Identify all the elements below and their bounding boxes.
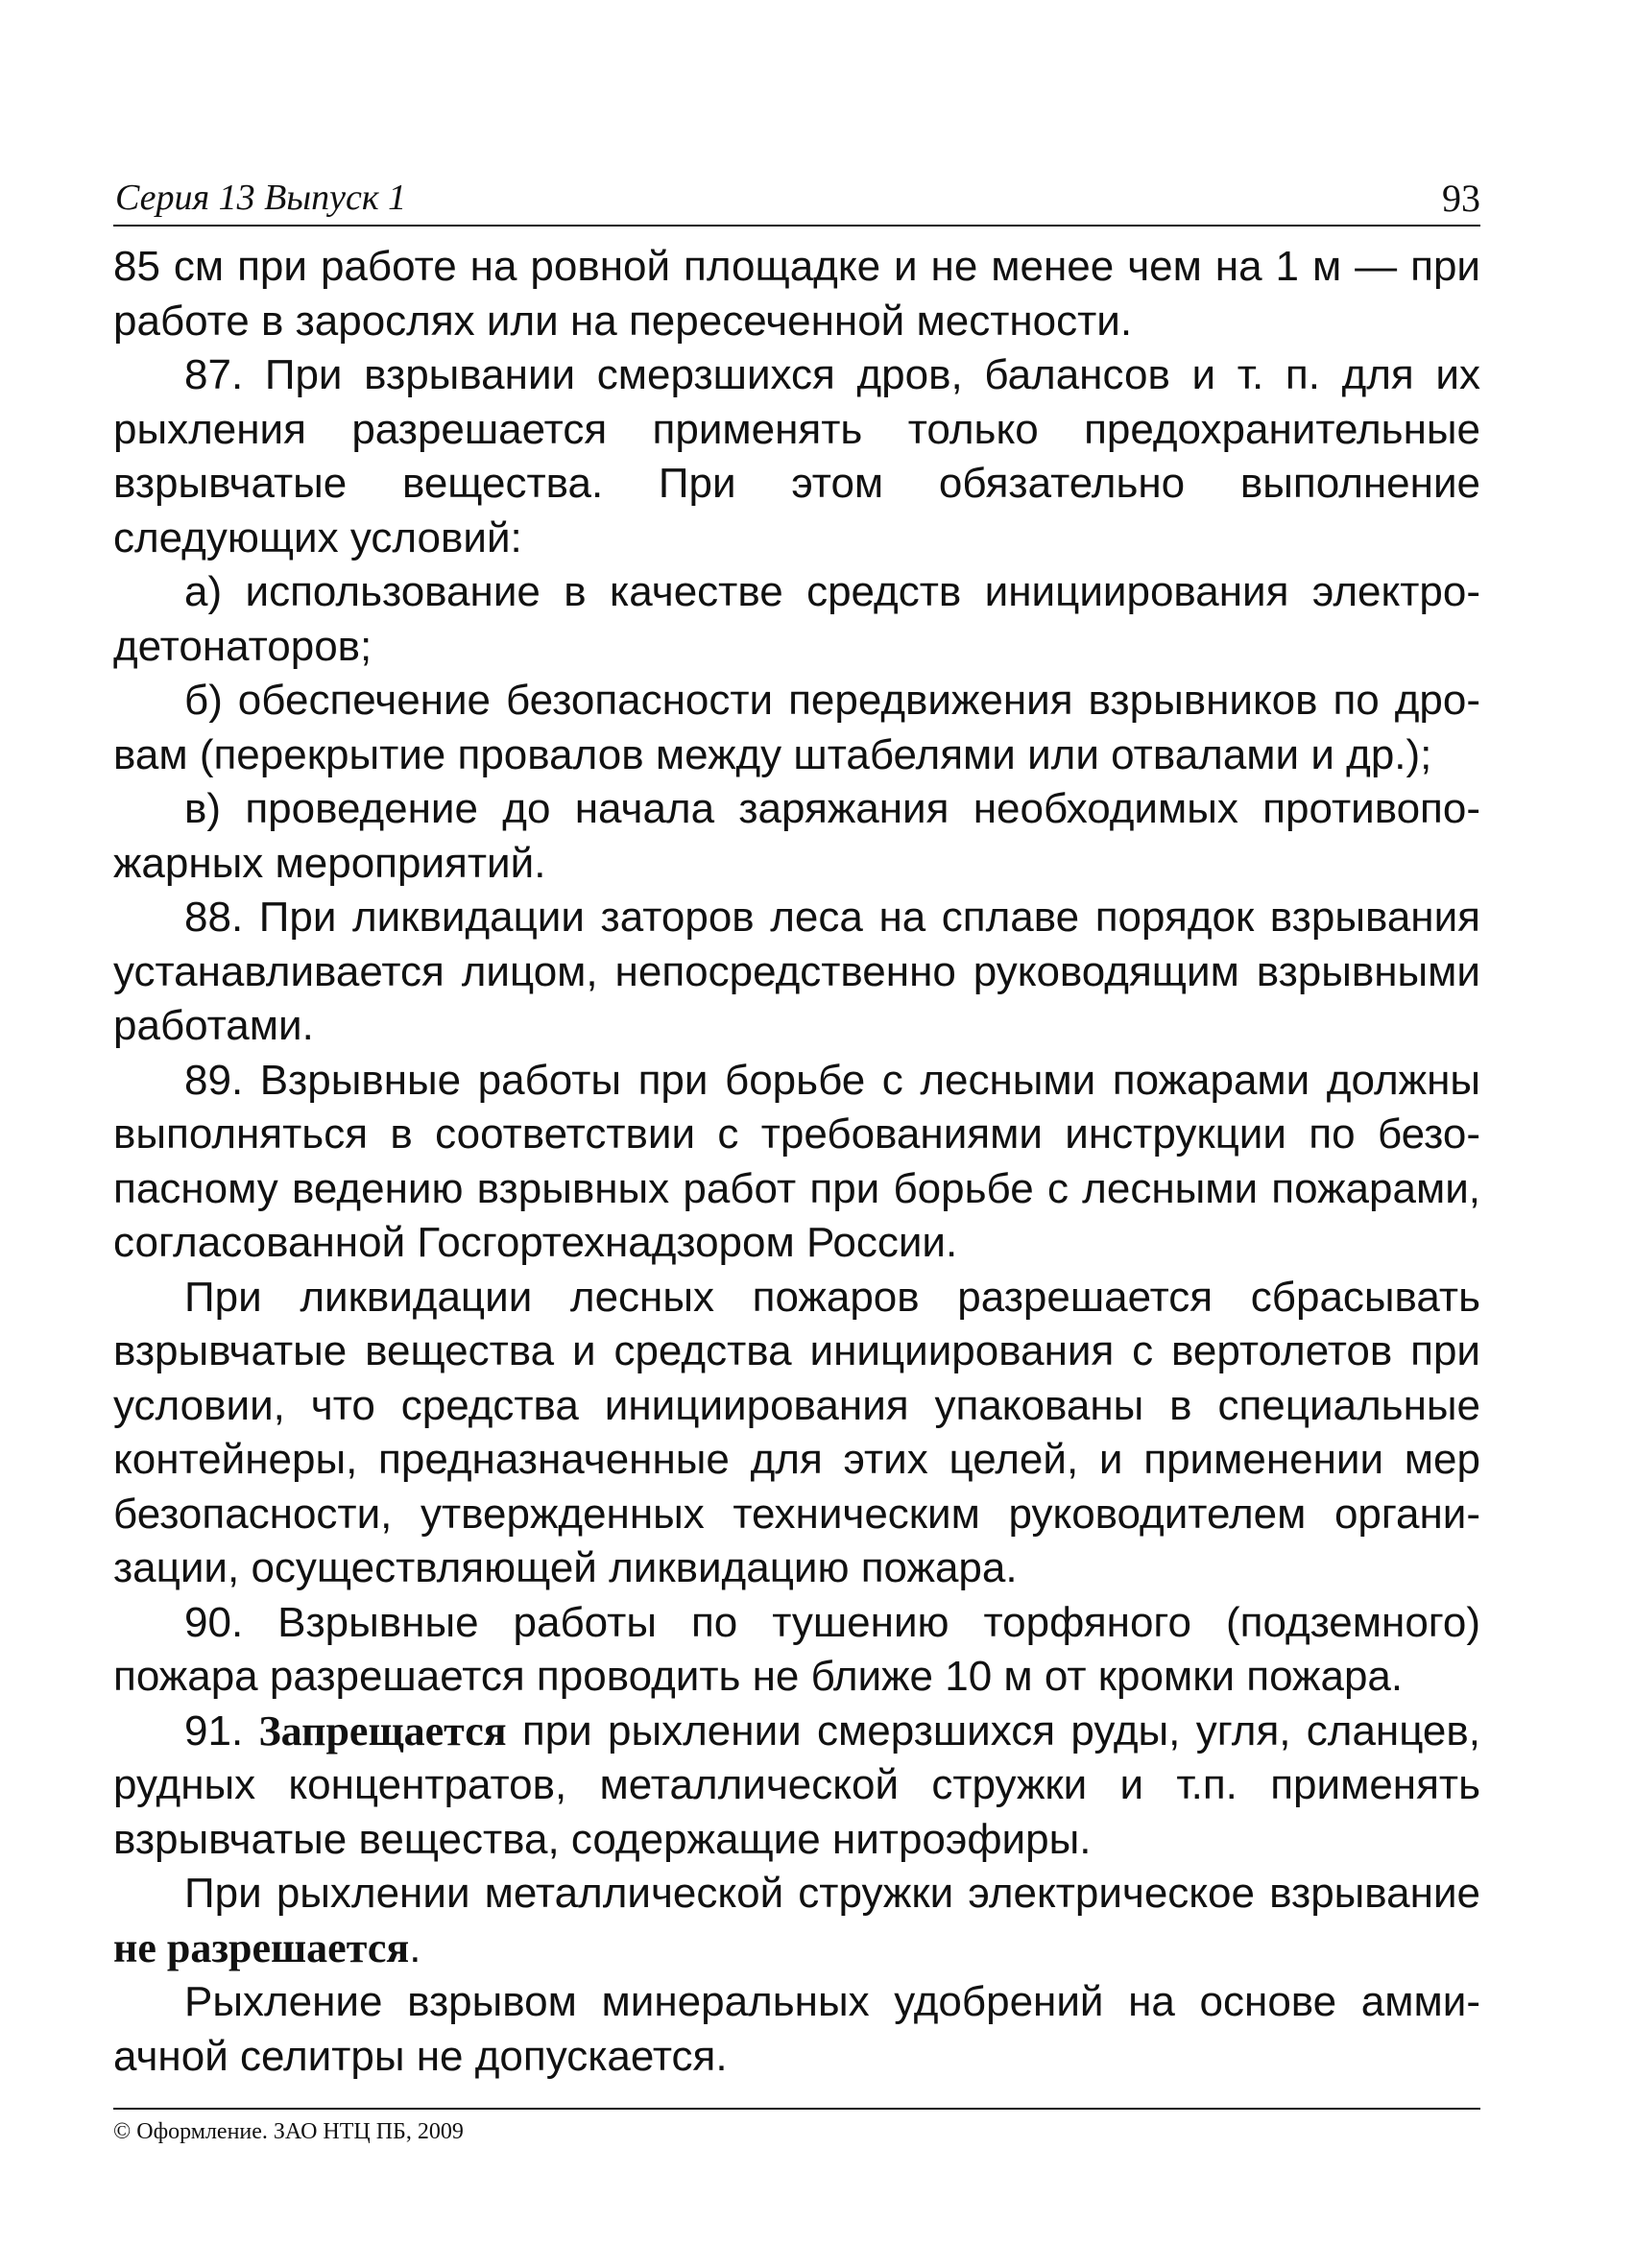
paragraph-87-item-a: а) использование в качестве средств инициирования электродетонаторов; — [113, 568, 1480, 670]
paragraph-87-item-c: в) проведение до начала заряжания необходимых противопожарных мероприятий. — [113, 785, 1480, 887]
footer-copyright: © Оформление. ЗАО НТЦ ПБ, 2009 — [113, 2108, 1480, 2145]
series-label: Серия 13 Выпуск 1 — [115, 178, 407, 218]
paragraph-91-bold: Запрещается — [258, 1707, 507, 1755]
paragraph-chips-end: . — [409, 1923, 421, 1971]
paragraph-chips — [113, 1867, 1480, 1975]
running-header — [113, 163, 1480, 227]
paragraph-87-item-b: б) обеспечение безопасности передвижения взрывников по дровам (перекрытие провалов между штабелями или отвалами и др.); — [113, 677, 1480, 778]
page-number: 93 — [1442, 177, 1480, 220]
paragraph-chips-text: При рыхлении металлической стружки электрическое взрывание — [184, 1870, 1480, 1917]
body-text — [113, 240, 1480, 2084]
paragraph-continued: 85 см при работе на ровной площадке и не менее чем на 1 м — при работе в зарослях или на пересеченной местности. — [113, 243, 1480, 345]
paragraph-91-text: при рыхлении смерзшихся руды, угля, сланцев, рудных концентратов, металлической стружки и т.п. применять взрывчатые вещества, содержащие нитроэфиры. — [113, 1707, 1480, 1863]
paragraph-91-number: 91. — [184, 1707, 259, 1755]
paragraph-89-forest-fires: При ликвидации лесных пожаров разрешается сбрасывать взрывчатые вещества и средства инициирования с вертолетов при условии, что средства инициирования упакованы в специальные контейнеры, предназначенные для этих целей, и применении мер безопасности, утвержденных техническим руководителем организации, осуществляющей ликвидацию пожара. — [113, 1273, 1480, 1591]
paragraph-chips-bold: не разрешается — [113, 1923, 410, 1971]
paragraph-91 — [113, 1705, 1480, 1868]
paragraph-89: 89. Взрывные работы при борьбе с лесными пожарами должны выполняться в соответствии с требованиями инструкции по безопасному ведению взрывных работ при борьбе с лесными пожарами, согласованной Госгортехнадзором России. — [113, 1056, 1480, 1266]
paragraph-fertilizers: Рыхление взрывом минеральных удобрений на основе аммиачной селитры не допускается. — [113, 1978, 1480, 2080]
paragraph-87: 87. При взрывании смерзшихся дров, балансов и т. п. для их рыхления разрешается применять только предохранительные взрывчатые вещества. При этом обязательно выполнение следующих условий: — [113, 351, 1480, 561]
document-page — [113, 163, 1480, 2084]
paragraph-90: 90. Взрывные работы по тушению торфяного (подземного) пожара разрешается проводить не ближе 10 м от кромки пожара. — [113, 1598, 1480, 1700]
paragraph-88: 88. При ликвидации заторов леса на сплаве порядок взрывания устанавливается лицом, непосредственно руководящим взрывными работами. — [113, 894, 1480, 1049]
